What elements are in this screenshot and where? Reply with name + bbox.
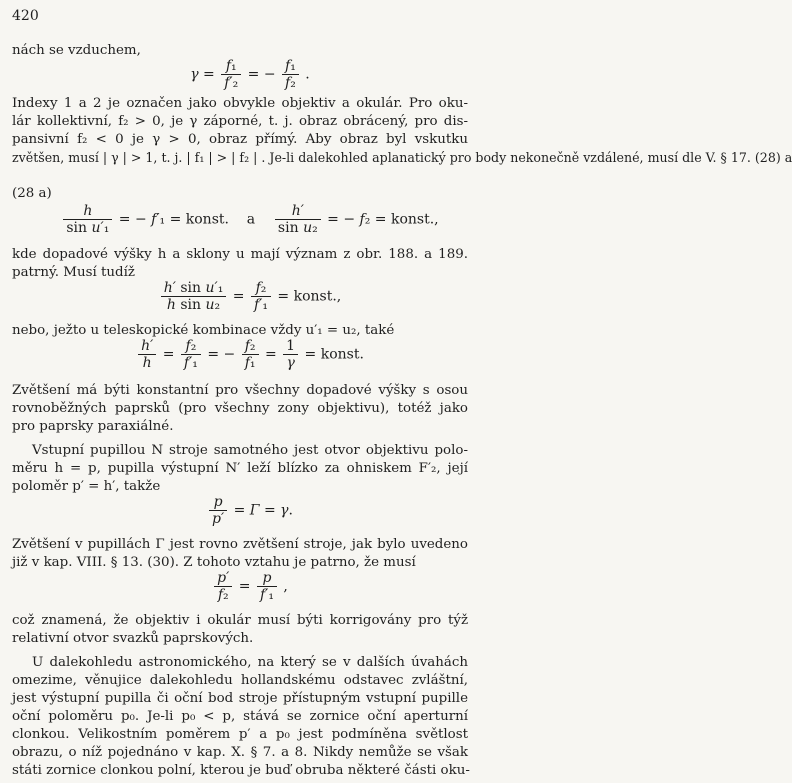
equation-gamma: γ = $\frac{\text{f₁}}{\text{f′₂}}$ = − $\frac{\text{f₁}}{\text{f₂}}$ . bbox=[190, 58, 310, 91]
text-line: relativní otvor svazků paprskových. bbox=[12, 631, 254, 646]
text-line: Indexy 1 a 2 je označen jako obvykle objektiv a okulár. Pro oku- bbox=[12, 96, 468, 111]
text-line: poloměr p′ = h′, takže bbox=[12, 479, 161, 494]
text-line: zvětšen, musí | γ | > 1, t. j. | f₁ | > | f₂ | . Je-li dalekohled aplanatický pro body nekonečně vzdálené, musí dle V. § 17. (28) a bbox=[12, 150, 792, 165]
text-line: (28 a) bbox=[12, 186, 52, 201]
page-number: 420 bbox=[12, 8, 39, 24]
equation-pupil: $\frac{p}{p'}$ = Γ = γ. bbox=[0, 494, 500, 534]
text-line: Vstupní pupillou N stroje samotného jest otvor objektivu polo- bbox=[32, 443, 468, 458]
text-line: oční poloměru p₀. Je-li p₀ < p, stává se zornice oční aperturní bbox=[12, 709, 468, 724]
equation-aperture: $\frac{p'}{\text{f₂}}$ = $\frac{p}{\text{f′₁}}$ , bbox=[0, 570, 500, 610]
text-line: nách se vzduchem, bbox=[12, 43, 141, 58]
text-line: lár kollektivní, f₂ > 0, je γ záporné, t. j. obraz obrácený, pro dis- bbox=[12, 114, 468, 129]
text-line: což znamená, že objektiv i okulár musí býti korrigovány pro týž bbox=[12, 613, 468, 628]
equation-ratio: $\frac{\text{h′ sin u′₁}}{\text{h sin u₂}}$ = $\frac{\text{f₂}}{\text{f′₁}}$ = konst., bbox=[0, 280, 500, 320]
text-line: již v kap. VIII. § 13. (30). Z tohoto vztahu je patrno, že musí bbox=[12, 555, 416, 570]
text-line: clonkou. Velikostním poměrem p′ a p₀ jest podmíněna světlost bbox=[12, 727, 468, 742]
text-line: kde dopadové výšky h a sklony u mají význam z obr. 188. a 189. bbox=[12, 247, 468, 262]
text-line: U dalekohledu astronomického, na který se v dalších úvahách bbox=[32, 655, 468, 670]
text-line: nebo, ježto u teleskopické kombinace vždy u′₁ = u₂, také bbox=[12, 323, 395, 338]
equation-aplanatic: $\frac{h}{\text{sin u′₁}}$ = − f′₁ = konst. a $\frac{h'}{\text{sin u₂}}$ = − f₂ = konst., bbox=[0, 203, 500, 243]
text-line: jest výstupní pupilla či oční bod stroje přístupným vstupní pupille bbox=[12, 691, 468, 706]
text-line: patrný. Musí tudíž bbox=[12, 265, 135, 280]
text-line: pro paprsky paraxiálné. bbox=[12, 419, 174, 434]
text-line: Zvětšení v pupillách Γ jest rovno zvětšení stroje, jak bylo uvedeno bbox=[12, 537, 468, 552]
text-line: obrazu, o níž pojednáno v kap. X. § 7. a 8. Nikdy nemůže se však bbox=[12, 745, 468, 760]
text-line: státi zornice clonkou polní, kterou je buď obruba některé části oku- bbox=[12, 763, 470, 778]
text-line: omezime, věnujice dalekohledu hollandskému odstavec zvláštní, bbox=[12, 673, 468, 688]
text-line: Zvětšení má býti konstantní pro všechny dopadové výšky s osou bbox=[12, 383, 468, 398]
text-line: měru h = p, pupilla výstupní N′ leží blízko za ohniskem F′₂, její bbox=[12, 461, 468, 476]
text-line: rovnoběžných paprsků (pro všechny zony objektivu), totéž jako bbox=[12, 401, 468, 416]
equation-magnification: $\frac{h'}{h}$ = $\frac{\text{f₂}}{\text{f′₁}}$ = − $\frac{\text{f₂}}{\text{f₁}}$ = $\frac{1}{\gamma}$ = konst. bbox=[0, 338, 500, 378]
text-line: pansivní f₂ < 0 je γ > 0, obraz přímý. Aby obraz byl vskutku bbox=[12, 132, 468, 147]
